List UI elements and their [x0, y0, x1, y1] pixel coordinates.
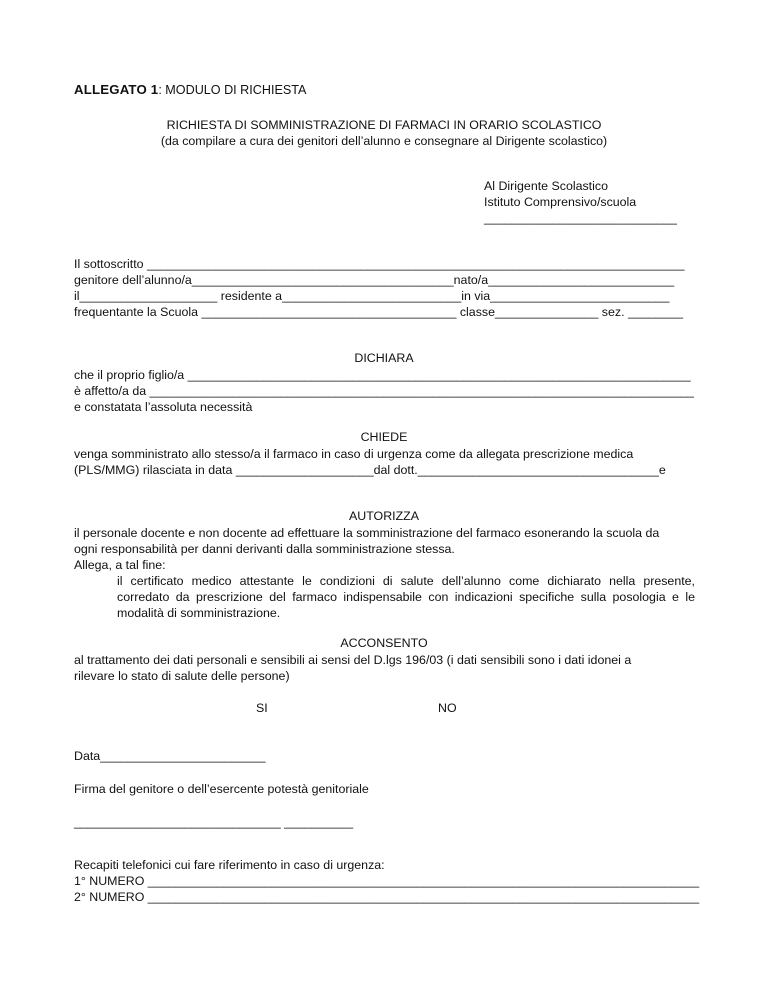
acconsento-heading: ACCONSENTO	[340, 636, 428, 650]
chiede-text: venga somministrato allo stesso/a il farmaco in caso di urgenza come da allegata prescrizione medica	[74, 447, 634, 461]
condition-field[interactable]: è affetto/a da _______________________________________________________________________________	[74, 384, 694, 398]
attachment-intro: Allega, a tal fine:	[74, 558, 166, 572]
school-class-field[interactable]: frequentante la Scuola _____________________________________ classe_______________ sez. ________	[74, 305, 684, 319]
autorizza-text-2: ogni responsabilità per danni derivanti dalla somministrazione stessa.	[74, 542, 455, 556]
autorizza-heading: AUTORIZZA	[349, 509, 419, 523]
child-field[interactable]: che il proprio figlio/a _________________________________________________________________________	[74, 368, 691, 382]
chiede-heading: CHIEDE	[360, 430, 408, 444]
dichiara-heading: DICHIARA	[354, 351, 414, 365]
necessity-text: e constatata l’assoluta necessità	[74, 400, 253, 414]
attachment-subtitle: : MODULO DI RICHIESTA	[158, 83, 307, 97]
attachment-label: ALLEGATO 1	[74, 82, 159, 97]
parent-name-field[interactable]: Il sottoscritto ______________________________________________________________________________	[74, 257, 685, 271]
signature-field[interactable]: ______________________________ __________	[74, 815, 354, 829]
signature-label: Firma del genitore o dell’esercente potestà genitoriale	[74, 782, 369, 796]
attachment-description: il certificato medico attestante le condizioni di salute dell’alunno come dichiarato nella presente, corredato da prescrizione del farmaco indispensabile con indicazioni specifiche sulla posologia e le modalità di somministrazione.	[117, 574, 695, 620]
phone-field-2[interactable]: 2° NUMERO ________________________________________________________________________________	[74, 890, 700, 904]
recipient-line-1: Al Dirigente Scolastico	[484, 179, 608, 193]
contacts-label: Recapiti telefonici cui fare riferimento in caso di urgenza:	[74, 858, 385, 872]
recipient-line-2: Istituto Comprensivo/scuola	[484, 195, 637, 209]
recipient-school-field[interactable]: ____________________________	[484, 211, 677, 225]
form-title: RICHIESTA DI SOMMINISTRAZIONE DI FARMACI IN ORARIO SCOLASTICO	[166, 118, 602, 132]
autorizza-text-1: il personale docente e non docente ad effettuare la somministrazione del farmaco esonerando la scuola da	[74, 526, 660, 540]
phone-field-1[interactable]: 1° NUMERO ________________________________________________________________________________	[74, 874, 700, 888]
consent-yes-option[interactable]: SI	[256, 701, 268, 715]
birth-residence-field[interactable]: il____________________ residente a__________________________in via__________________________	[74, 289, 670, 303]
student-name-field[interactable]: genitore dell’alunno/a______________________________________nato/a___________________________	[74, 273, 675, 287]
attachment-header	[74, 82, 306, 98]
form-subtitle: (da compilare a cura dei genitori dell’alunno e consegnare al Dirigente scolastico)	[160, 134, 608, 148]
prescription-field[interactable]: (PLS/MMG) rilasciata in data ____________________dal dott.___________________________________e	[74, 463, 666, 477]
consent-no-option[interactable]: NO	[438, 701, 457, 715]
consent-text-2: rilevare lo stato di salute delle persone)	[74, 669, 290, 683]
consent-text-1: al trattamento dei dati personali e sensibili ai sensi del D.lgs 196/03 (i dati sensibili sono i dati idonei a	[74, 653, 632, 667]
date-field[interactable]: Data________________________	[74, 749, 266, 763]
